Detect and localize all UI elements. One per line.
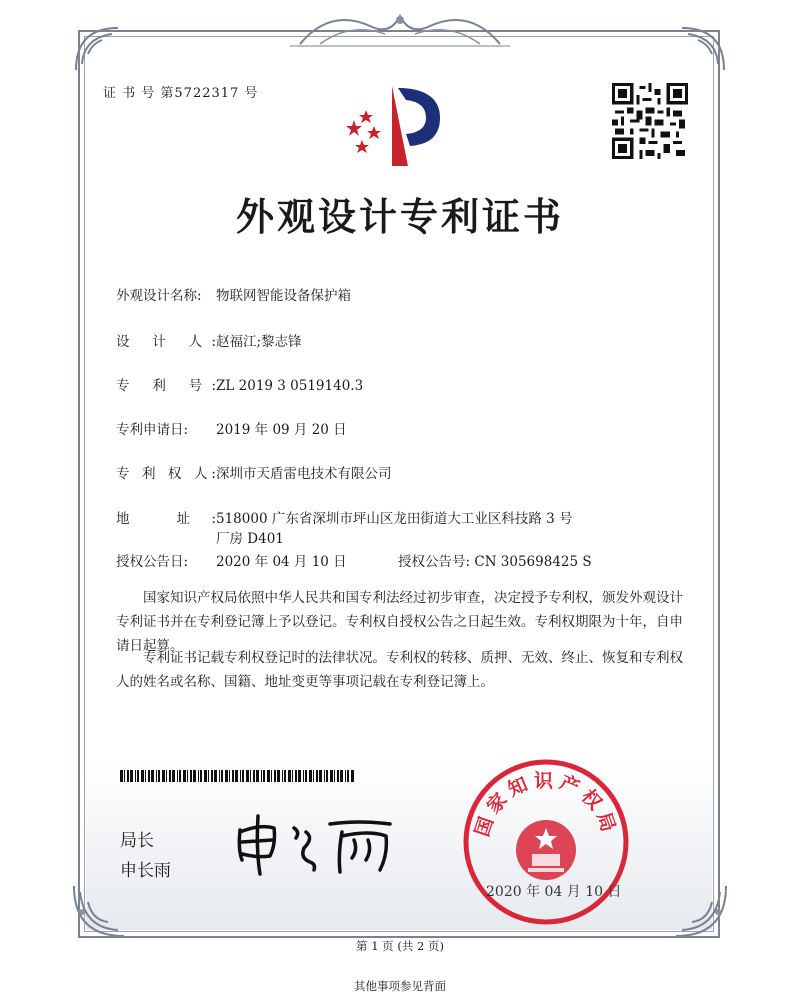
body-paragraph-1: 国家知识产权局依照中华人民共和国专利法经过初步审查，决定授予专利权，颁发外观设计专利证书并在专利登记簿上予以登记。专利权自授权公告之日起生效。专利权期限为十年，自申请日起算。 xyxy=(116,590,683,654)
grant-date-value: 2020 年 04 月 10 日 xyxy=(216,554,347,570)
body-paragraph-2: 专利证书记载专利权登记时的法律状况。专利权的转移、质押、无效、终止、恢复和专利权人的姓名或名称、国籍、地址变更等事项记载在专利登记簿上。 xyxy=(116,650,683,690)
grant-number-row xyxy=(398,550,592,570)
filing-date-label: 专利申请日: xyxy=(116,422,189,438)
patent-number-value: ZL 2019 3 0519140.3 xyxy=(216,378,364,394)
designer-value: 赵福江;黎志锋 xyxy=(216,334,302,350)
patentee-row xyxy=(116,462,392,482)
director-title: 局长 xyxy=(120,831,154,851)
address-value-line1: 518000 广东省深圳市坪山区龙田街道大工业区科技路 3 号 xyxy=(216,511,573,527)
page-number: 第 1 页 (共 2 页) xyxy=(356,939,444,953)
page-title: 外观设计专利证书 xyxy=(235,195,564,239)
designer-label: 设 计 人: xyxy=(116,334,216,350)
corner-ornament-top-right xyxy=(678,24,728,74)
patent-number-label: 专 利 号: xyxy=(116,378,216,394)
patentee-value: 深圳市天盾雷电技术有限公司 xyxy=(216,466,392,482)
top-ornament xyxy=(290,6,510,50)
design-name-label: 外观设计名称: xyxy=(116,288,202,304)
grant-number-value: CN 305698425 S xyxy=(474,554,592,570)
cnipa-logo-icon xyxy=(340,80,450,170)
corner-ornament-top-left xyxy=(72,24,122,74)
corner-ornament-bottom-left xyxy=(68,882,128,942)
filing-date-value: 2019 年 09 月 20 日 xyxy=(216,422,347,438)
director-name: 申长雨 xyxy=(120,861,171,881)
grant-date-row xyxy=(116,550,347,570)
barcode xyxy=(120,770,356,782)
patentee-label: 专 利 权 人: xyxy=(116,466,216,482)
svg-text:国家知识产权局: 国家知识产权局 xyxy=(471,769,621,840)
seal-date: 2020 年 04 月 10 日 xyxy=(486,884,622,900)
back-note: 其他事项参见背面 xyxy=(354,979,446,993)
designer-row xyxy=(116,330,302,350)
director-signature xyxy=(230,810,400,880)
grant-date-label: 授权公告日: xyxy=(116,554,189,570)
design-name-row xyxy=(116,284,351,304)
certificate-number: 证 书 号 第5722317 号 xyxy=(103,86,259,101)
qr-code xyxy=(612,83,688,159)
address-label: 地 址: xyxy=(116,511,216,527)
filing-date-row xyxy=(116,418,347,438)
corner-ornament-bottom-right xyxy=(672,882,732,942)
grant-number-label: 授权公告号: xyxy=(398,554,471,570)
address-row xyxy=(116,507,573,527)
patent-number-row xyxy=(116,374,363,394)
design-name-value: 物联网智能设备保护箱 xyxy=(216,288,351,304)
address-value-line2: 厂房 D401 xyxy=(216,531,284,547)
